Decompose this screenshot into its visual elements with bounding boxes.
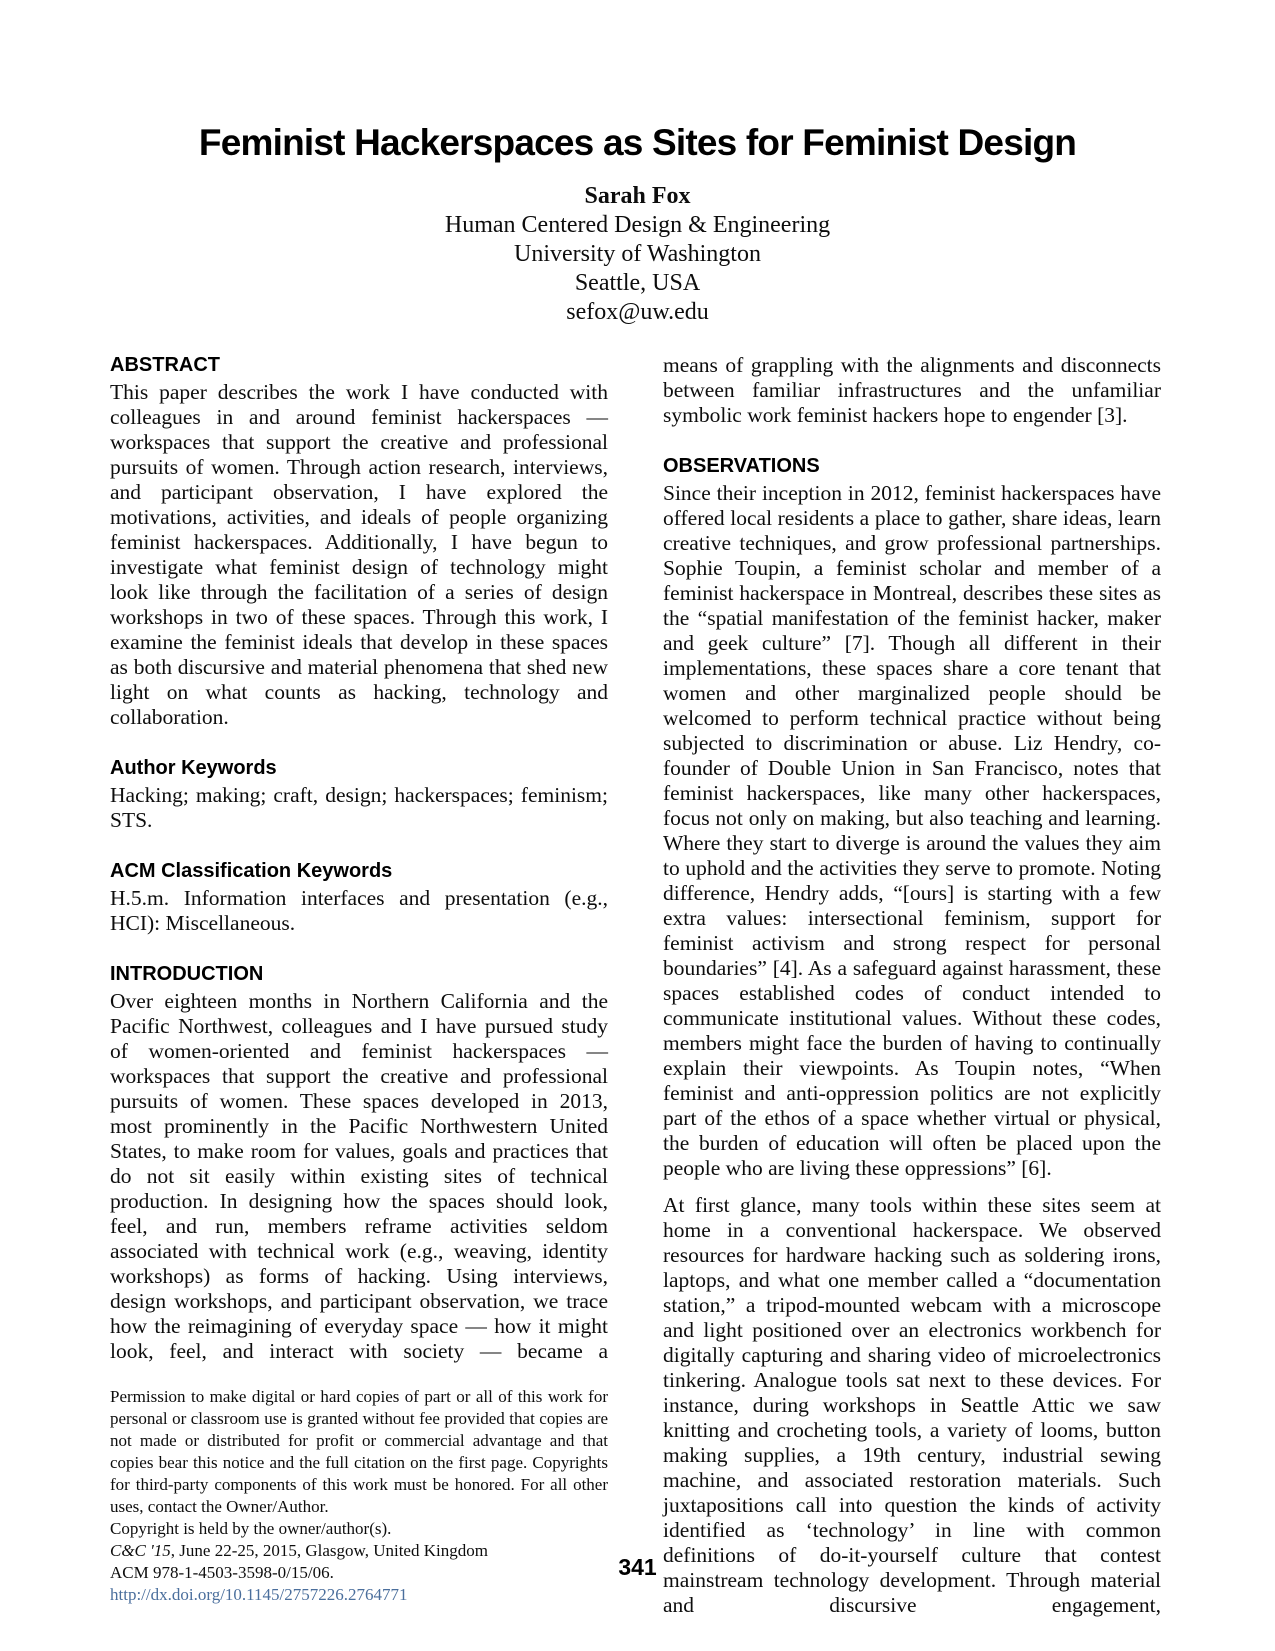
acm-keywords-heading: ACM Classification Keywords	[110, 860, 393, 882]
permission-text: Permission to make digital or hard copies of part or all of this work for personal or classroom use is granted without fee provided that copies are not made or distributed for profit or commercial advantage and that copies bear this notice and the full citation on the first page. Copyrights for third-party components of this work must be honored. For all other uses, contact the Owner/Author.	[110, 1387, 608, 1516]
paper-title: Feminist Hackerspaces as Sites for Feminist Design	[198, 122, 1077, 163]
right-column	[663, 353, 1161, 1618]
author-institution: University of Washington	[514, 241, 761, 267]
author-block	[0, 182, 1275, 327]
author-name: Sarah Fox	[584, 183, 691, 209]
abstract-heading: ABSTRACT	[110, 354, 220, 376]
abstract-body: This paper describes the work I have conducted with colleagues in and around feminist hackerspaces — workspaces that support the creative and professional pursuits of women. Through action research, interviews, and participant observation, I have explored the motivations, activities, and ideals of people organizing feminist hackerspaces. Additionally, I have begun to investigate what feminist design of technology might look like through the facilitation of a series of design workshops in two of these spaces. Through this work, I examine the feminist ideals that develop in these spaces as both discursive and material phenomena that shed new light on what counts as hacking, technology and collaboration.	[110, 380, 608, 729]
venue-details: , June 22-25, 2015, Glasgow, United Kingdom	[170, 1541, 488, 1560]
observations-paragraph-2: At first glance, many tools within these sites seem at home in a conventional hackerspace. We observed resources for hardware hacking such as soldering irons, laptops, and what one member called a “documentation station,” a tripod-mounted webcam with a microscope and light positioned over an electronics workbench for digitally capturing and sharing video of microelectronics tinkering. Analogue tools sat next to these devices. For instance, during workshops in Seattle Attic we saw knitting and crocheting tools, a variety of looms, button making supplies, a 19th century, industrial sewing machine, and associated restoration materials. Such juxtapositions call into question the kinds of activity identified as ‘technology’ in line with common definitions of do-it-yourself culture that contest mainstream technology development. Through material and discursive engagement,	[663, 1193, 1161, 1617]
author-department: Human Centered Design & Engineering	[444, 212, 831, 238]
observations-heading: OBSERVATIONS	[663, 455, 820, 477]
continuation-paragraph: means of grappling with the alignments and disconnects between familiar infrastructures and the unfamiliar symbolic work feminist hackers hope to engender [3].	[663, 353, 1161, 427]
isbn-line: ACM 978-1-4503-3598-0/15/06.	[110, 1563, 334, 1582]
author-keywords-heading: Author Keywords	[110, 757, 277, 779]
author-keywords-body: Hacking; making; craft, design; hackerspaces; feminism; STS.	[110, 783, 608, 832]
author-location: Seattle, USA	[574, 270, 701, 296]
left-column	[110, 353, 608, 1618]
observations-paragraph-1: Since their inception in 2012, feminist hackerspaces have offered local residents a place to gather, share ideas, learn creative techniques, and grow professional partnerships. Sophie Toupin, a feminist scholar and member of a feminist hackerspace in Montreal, describes these sites as the “spatial manifestation of the feminist hacker, maker and geek culture” [7]. Though all different in their implementations, these spaces share a core tenant that women and other marginalized people should be welcomed to perform technical practice without being subjected to discrimination or abuse. Liz Hendry, co-founder of Double Union in San Francisco, notes that feminist hackerspaces, like many other hackerspaces, focus not only on making, but also teaching and learning. Where they start to diverge is around the values they aim to uphold and the activities they serve to promote. Noting difference, Hendry adds, “[ours] is starting with a few extra values: intersectional feminism, support for feminist activism and strong respect for personal boundaries” [4]. As a safeguard against harassment, these spaces established codes of conduct intended to communicate institutional values. Without these codes, members might face the burden of having to continually explain their viewpoints. As Toupin notes, “When feminist and anti-oppression politics are not explicitly part of the ethos of a space whether virtual or physical, the burden of education will often be placed upon the people who are living these oppressions” [6].	[663, 481, 1161, 1180]
acm-keywords-body: H.5.m. Information interfaces and presentation (e.g., HCI): Miscellaneous.	[110, 886, 608, 935]
introduction-heading: INTRODUCTION	[110, 963, 264, 985]
doi-link[interactable]: http://dx.doi.org/10.1145/2757226.2764771	[110, 1585, 408, 1604]
venue-name: C&C '15	[110, 1541, 171, 1560]
copyright-holder-line: Copyright is held by the owner/author(s).	[110, 1519, 392, 1538]
page-number: 341	[618, 1554, 657, 1580]
introduction-body: Over eighteen months in Northern California and the Pacific Northwest, colleagues and I have pursued study of women-oriented and feminist hackerspaces — workspaces that support the creative and professional pursuits of women. These spaces developed in 2013, most prominently in the Pacific Northwestern United States, to make room for values, goals and practices that do not sit easily within existing sites of technical production. In designing how the spaces should look, feel, and run, members reframe activities seldom associated with technical work (e.g., weaving, identity workshops) as forms of hacking. Using interviews, design workshops, and participant observation, we trace how the reimagining of everyday space — how it might look, feel, and interact with society — became a	[110, 989, 608, 1363]
author-email: sefox@uw.edu	[566, 299, 709, 325]
two-column-body	[110, 353, 1163, 1618]
